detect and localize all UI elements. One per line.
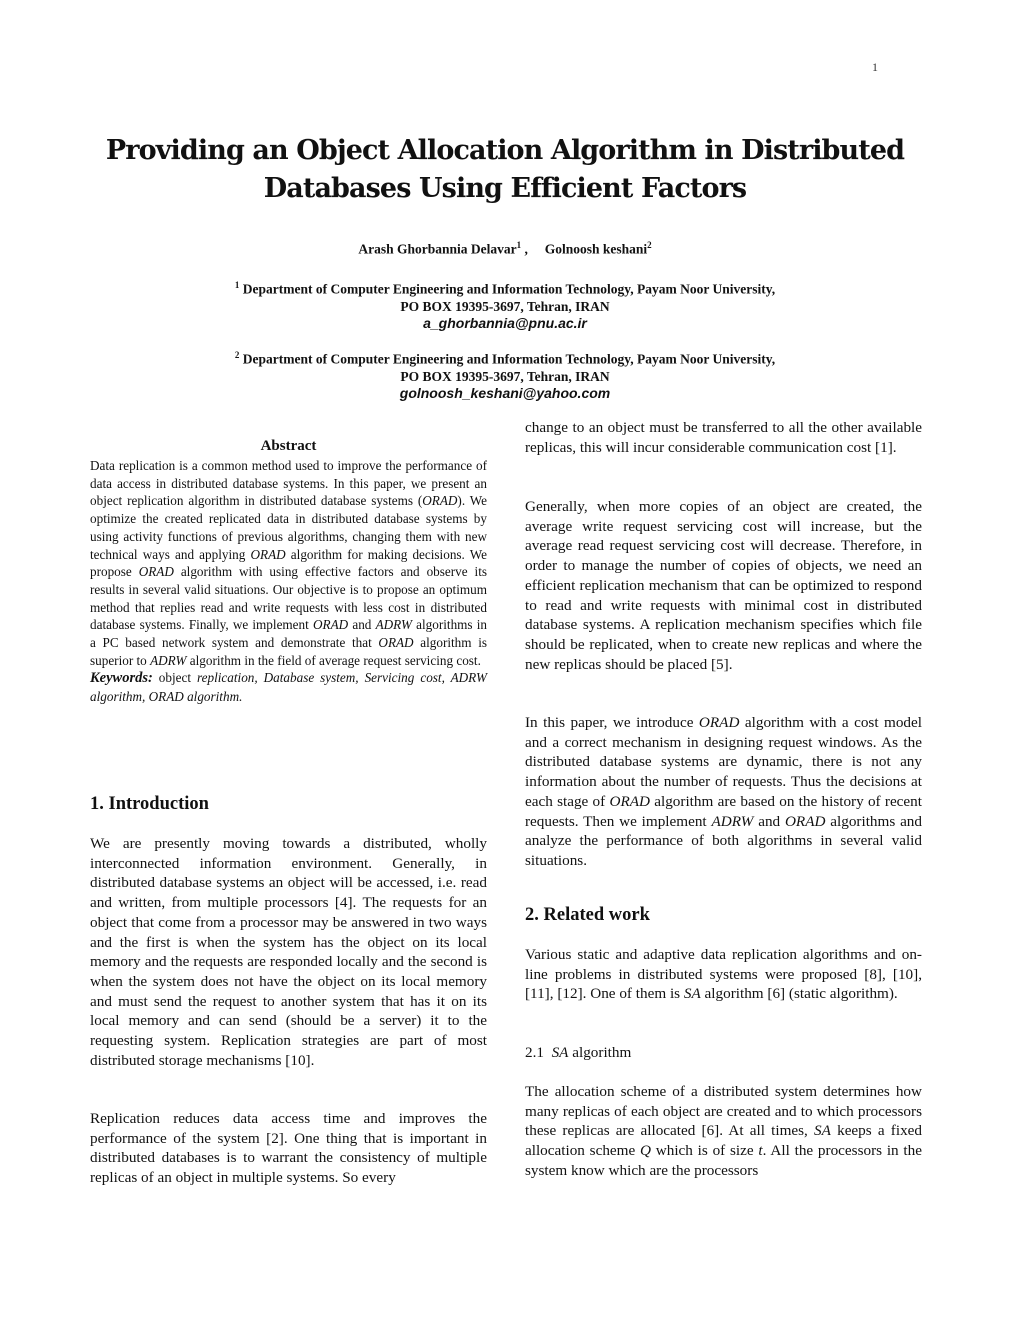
- affiliation-2-address: PO BOX 19395-3697, Tehran, IRAN: [400, 368, 610, 384]
- author-2-affil-mark: 2: [647, 240, 652, 250]
- related-paragraph-1: Various static and adaptive data replication algorithms and on-line problems in distributed systems were proposed [8], [10], [11], [12]. One of them is SA algorithm [6] (static algorithm).: [525, 946, 922, 1003]
- abstract-body: Data replication is a common method used to improve the performance of data access in distributed database systems. In this paper, we present an object replication algorithm in distributed database systems (ORAD). We optimize the created replicated data in distributed database systems by using activity functions of previous algorithms, changing them with new technical ways and applying ORAD algorithm for making decisions. We propose ORAD algorithm with using effective factors and observe its results in several valid situations. Our objective is to propose an optimum method that replies read and write requests with less cost in distributed database systems. Finally, we implement ORAD and ADRW algorithms in a PC based network system and demonstrate that ORAD algorithm is superior to ADRW algorithm in the field of average request servicing cost.: [90, 458, 488, 668]
- affiliation-1-address: PO BOX 19395-3697, Tehran, IRAN: [400, 298, 610, 314]
- intro-paragraph-1: We are presently moving towards a distributed, wholly interconnected information environment. Generally, in distributed database systems an object will be accessed, i.e. read and written, from multiple processors [4]. The requests for an object that come from a processor may be answered in two ways and the first is when the system has the object on its local memory and the requests are responded locally and the second is when the system does not have the object on its local memory and must send the request to another system that has it on its local memory and can send (should be a server) it to the requesting system. Replication strategies are part of most distributed storage mechanisms [10].: [90, 835, 487, 1069]
- affiliation-1-dept: Department of Computer Engineering and Information Technology, Payam Noor University,: [239, 281, 776, 297]
- related-paragraph-2: The allocation scheme of a distributed system determines how many replicas of each object are created and to which processors these replicas are allocated [6]. At all times, SA keeps a fixed allocation scheme Q which is of size t. All the processors in the system know which are the processors: [525, 1083, 922, 1179]
- paper-title: [0, 132, 1010, 208]
- affiliation-1-mark: 1: [234, 280, 240, 290]
- author-2: Golnoosh keshani: [544, 241, 648, 257]
- title-line-1: Providing an Object Allocation Algorithm in Distributed: [105, 135, 905, 166]
- abstract-heading: Abstract: [260, 438, 317, 454]
- intro-paragraph-5: In this paper, we introduce ORAD algorithm with a cost model and a correct mechanism in designing request windows. As the distributed database systems are dynamic, there is not any information about the number of requests. Thus the decisions at each stage of ORAD algorithm are based on the history of recent requests. Then we implement ADRW and ORAD algorithms and analyze the performance of both algorithms in several valid situations.: [525, 714, 922, 869]
- section-heading-introduction: 1. Introduction: [90, 794, 209, 814]
- subsection-heading-sa: 2.1 SA algorithm: [525, 1044, 632, 1061]
- affiliation-2-mark: 2: [234, 350, 240, 360]
- affiliation-2-email[interactable]: golnoosh_keshani@yahoo.com: [399, 384, 611, 401]
- keywords-label: Keywords:: [90, 670, 153, 687]
- introduction-body: [90, 834, 487, 1070]
- keywords: Keywords: object replication, Database system, Servicing cost, ADRW algorithm, ORAD algorithm.: [90, 670, 487, 705]
- affiliation-1-email[interactable]: a_ghorbannia@pnu.ac.ir: [423, 314, 587, 331]
- intro-paragraph-2: Replication reduces data access time and improves the performance of the system [2]. One thing that is important in distributed databases is to warrant the consistency of multiple replicas of an object in multiple systems. So every: [90, 1110, 487, 1187]
- affiliation-2-dept: Department of Computer Engineering and Information Technology, Payam Noor University,: [239, 351, 776, 367]
- affiliation-2: [0, 347, 1010, 402]
- keywords-list: replication, Database system, Servicing cost, ADRW algorithm, ORAD algorithm.: [90, 670, 487, 705]
- author-separator: ,: [521, 241, 545, 257]
- affiliation-1: [0, 277, 1010, 332]
- intro-continuation: [525, 418, 922, 457]
- intro-paragraph-4: Generally, when more copies of an object are created, the average write request servicing cost will increase, but the average read request servicing cost will decrease. Therefore, in order to manage the number of copies of objects, we need an efficient replication mechanism that can be optimized to respond to read and write requests with minimal cost in distributed database systems. A replication mechanism specifies which file should be replicated, when to create new replicas and where the new replicas should be placed [5].: [525, 498, 922, 673]
- author-list: [0, 240, 1010, 258]
- introduction-body-2: [90, 1109, 487, 1188]
- related-work-section: [525, 905, 922, 926]
- intro-paragraph-3: change to an object must be transferred to all the other available replicas, this will incur considerable communication cost [1].: [525, 419, 922, 456]
- related-work-body: [525, 945, 922, 1004]
- author-1: Arash Ghorbannia Delavar: [358, 241, 517, 257]
- abstract-section: [90, 438, 487, 706]
- title-line-2: Databases Using Efficient Factors: [263, 173, 747, 204]
- related-work-body-2: [525, 1082, 922, 1181]
- intro-paragraph-5-block: [525, 713, 922, 871]
- author-1-affil-mark: 1: [516, 240, 522, 250]
- page-number: 1: [872, 60, 878, 74]
- intro-paragraph-4-block: [525, 497, 922, 674]
- introduction-section: [90, 794, 487, 815]
- subsection-2-1: [525, 1043, 922, 1063]
- section-heading-related-work: 2. Related work: [525, 905, 650, 925]
